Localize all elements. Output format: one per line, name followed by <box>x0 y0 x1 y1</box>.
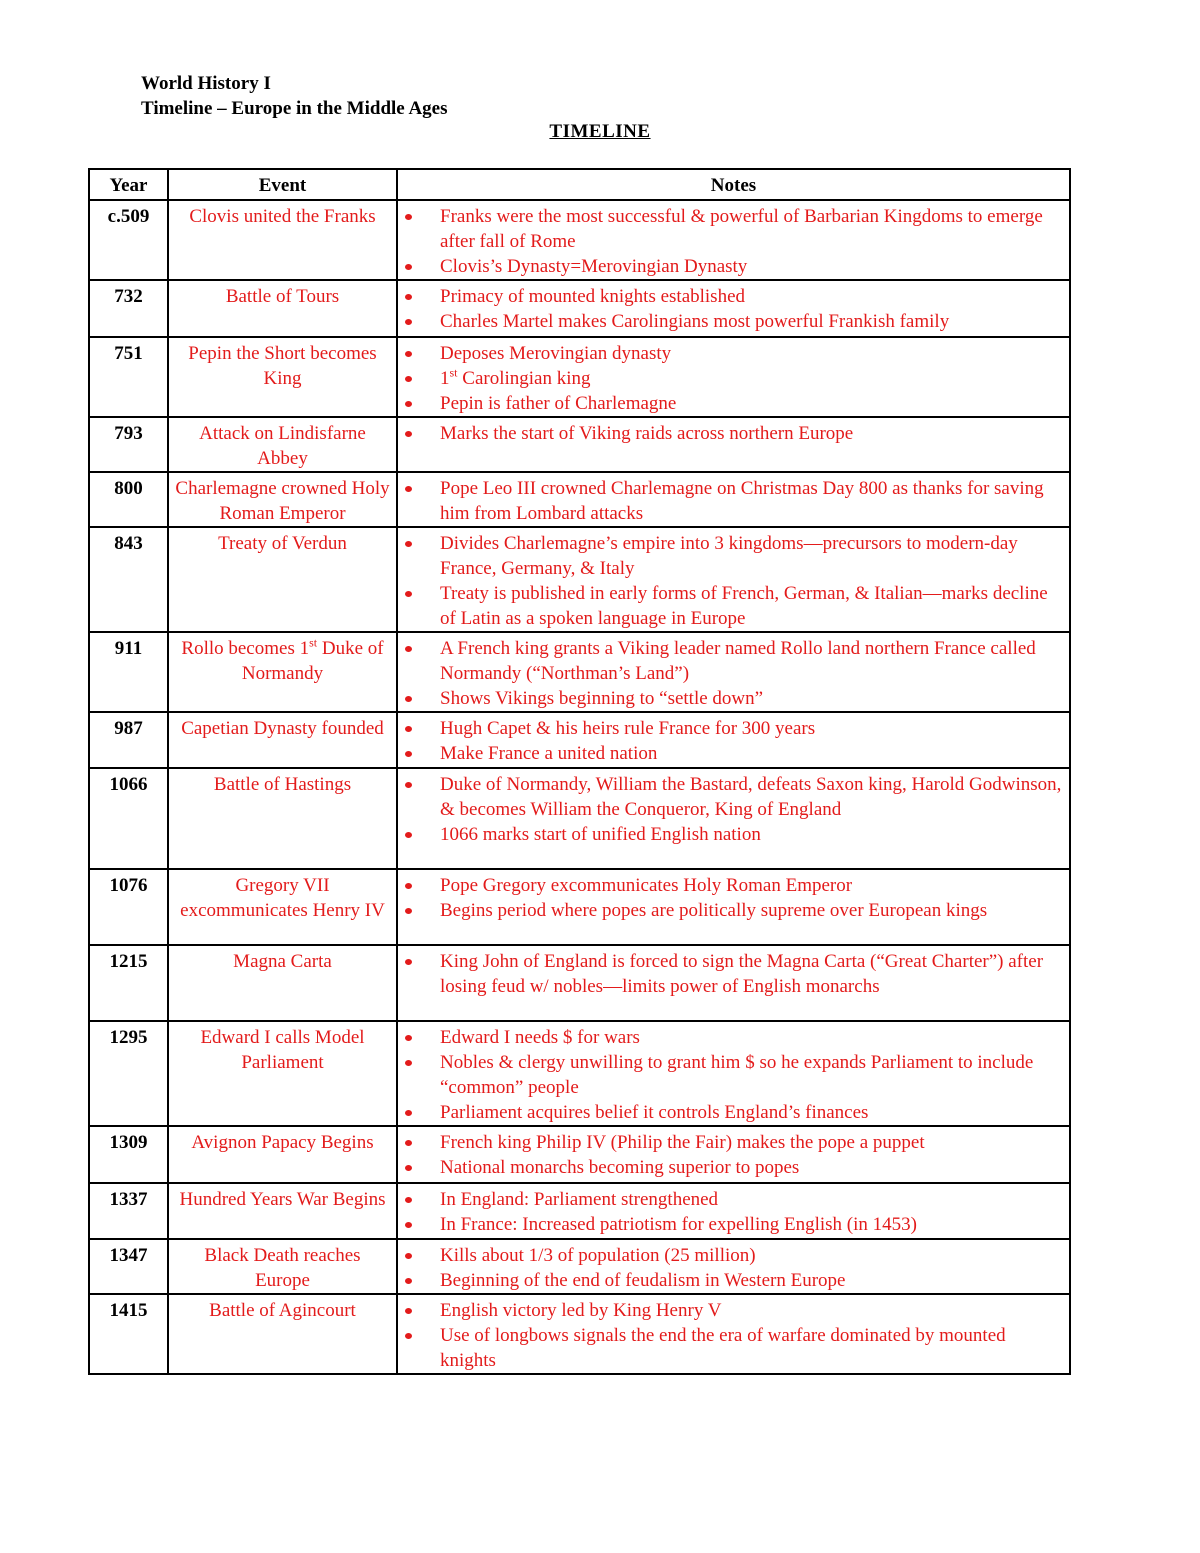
event-cell: Treaty of Verdun <box>168 527 397 632</box>
year-cell: 800 <box>89 472 168 527</box>
page-title: TIMELINE <box>549 121 651 142</box>
notes-list <box>404 421 1063 446</box>
notes-cell <box>397 712 1070 768</box>
notes-list <box>404 476 1063 526</box>
year-cell: 987 <box>89 712 168 768</box>
note-item: Kills about 1/3 of population (25 million) <box>404 1243 1063 1268</box>
year-cell: 751 <box>89 337 168 417</box>
year-cell: 1337 <box>89 1183 168 1239</box>
year-cell: 1295 <box>89 1021 168 1126</box>
year-cell: 911 <box>89 632 168 712</box>
notes-list <box>404 1025 1063 1125</box>
note-item: Deposes Merovingian dynasty <box>404 341 1063 366</box>
notes-cell <box>397 527 1070 632</box>
notes-list <box>404 873 1063 923</box>
notes-list <box>404 772 1063 847</box>
event-cell: Rollo becomes 1st Duke of Normandy <box>168 632 397 712</box>
table-row <box>89 1294 1070 1374</box>
note-item: 1st Carolingian king <box>404 366 1063 391</box>
event-cell: Battle of Tours <box>168 280 397 337</box>
event-cell: Pepin the Short becomes King <box>168 337 397 417</box>
timeline-body <box>89 200 1070 1374</box>
note-item: Pope Leo III crowned Charlemagne on Christmas Day 800 as thanks for saving him from Lombard attacks <box>404 476 1063 526</box>
note-item: A French king grants a Viking leader named Rollo land northern France called Normandy (“Northman’s Land”) <box>404 636 1063 686</box>
notes-cell <box>397 472 1070 527</box>
note-item: Charles Martel makes Carolingians most powerful Frankish family <box>404 309 1063 334</box>
note-item: National monarchs becoming superior to popes <box>404 1155 1063 1180</box>
note-item: King John of England is forced to sign the Magna Carta (“Great Charter”) after losing feud w/ nobles—limits power of English monarchs <box>404 949 1063 999</box>
notes-cell <box>397 200 1070 280</box>
table-row <box>89 1183 1070 1239</box>
table-row <box>89 768 1070 869</box>
notes-cell <box>397 417 1070 472</box>
event-cell: Charlemagne crowned Holy Roman Emperor <box>168 472 397 527</box>
column-header-event: Event <box>168 169 397 200</box>
table-row <box>89 1126 1070 1183</box>
note-item: French king Philip IV (Philip the Fair) makes the pope a puppet <box>404 1130 1063 1155</box>
note-item: Marks the start of Viking raids across northern Europe <box>404 421 1063 446</box>
note-item: Parliament acquires belief it controls England’s finances <box>404 1100 1063 1125</box>
notes-cell <box>397 768 1070 869</box>
note-item: Pope Gregory excommunicates Holy Roman Emperor <box>404 873 1063 898</box>
notes-cell <box>397 1239 1070 1294</box>
notes-cell <box>397 1294 1070 1374</box>
course-title: World History I <box>141 73 271 94</box>
notes-list <box>404 1298 1063 1373</box>
year-cell: 1415 <box>89 1294 168 1374</box>
year-cell: 843 <box>89 527 168 632</box>
notes-cell <box>397 1126 1070 1183</box>
timeline-table <box>88 168 1071 1375</box>
table-row <box>89 945 1070 1021</box>
note-item: 1066 marks start of unified English nation <box>404 822 1063 847</box>
event-cell: Capetian Dynasty founded <box>168 712 397 768</box>
note-item: Make France a united nation <box>404 741 1063 766</box>
event-cell: Battle of Hastings <box>168 768 397 869</box>
note-item: Duke of Normandy, William the Bastard, defeats Saxon king, Harold Godwinson, & becomes William the Conqueror, King of England <box>404 772 1063 822</box>
table-header-row <box>89 169 1070 200</box>
year-cell: 1215 <box>89 945 168 1021</box>
table-row <box>89 417 1070 472</box>
notes-list <box>404 1243 1063 1293</box>
notes-list <box>404 716 1063 766</box>
notes-cell <box>397 869 1070 945</box>
document-subtitle: Timeline – Europe in the Middle Ages <box>141 98 448 119</box>
note-item: Edward I needs $ for wars <box>404 1025 1063 1050</box>
event-cell: Black Death reaches Europe <box>168 1239 397 1294</box>
note-item: Use of longbows signals the end the era of warfare dominated by mounted knights <box>404 1323 1063 1373</box>
note-item: Shows Vikings beginning to “settle down” <box>404 686 1063 711</box>
notes-cell <box>397 337 1070 417</box>
notes-list <box>404 636 1063 711</box>
notes-cell <box>397 280 1070 337</box>
table-row <box>89 337 1070 417</box>
column-header-notes: Notes <box>397 169 1070 200</box>
year-cell: 793 <box>89 417 168 472</box>
year-cell: 1347 <box>89 1239 168 1294</box>
table-row <box>89 712 1070 768</box>
table-row <box>89 527 1070 632</box>
year-cell: 732 <box>89 280 168 337</box>
notes-cell <box>397 632 1070 712</box>
notes-cell <box>397 1021 1070 1126</box>
note-item: Treaty is published in early forms of French, German, & Italian—marks decline of Latin as a spoken language in Europe <box>404 581 1063 631</box>
document-header <box>141 71 448 121</box>
note-item: English victory led by King Henry V <box>404 1298 1063 1323</box>
table-row <box>89 1021 1070 1126</box>
notes-list <box>404 1187 1063 1237</box>
event-cell: Clovis united the Franks <box>168 200 397 280</box>
table-row <box>89 472 1070 527</box>
event-cell: Magna Carta <box>168 945 397 1021</box>
notes-cell <box>397 945 1070 1021</box>
event-cell: Hundred Years War Begins <box>168 1183 397 1239</box>
notes-list <box>404 949 1063 999</box>
event-cell: Edward I calls Model Parliament <box>168 1021 397 1126</box>
year-cell: 1076 <box>89 869 168 945</box>
year-cell: 1309 <box>89 1126 168 1183</box>
notes-list <box>404 1130 1063 1180</box>
note-item: Hugh Capet & his heirs rule France for 300 years <box>404 716 1063 741</box>
table-row <box>89 1239 1070 1294</box>
note-item: Primacy of mounted knights established <box>404 284 1063 309</box>
event-cell: Attack on Lindisfarne Abbey <box>168 417 397 472</box>
event-cell: Avignon Papacy Begins <box>168 1126 397 1183</box>
event-cell: Gregory VII excommunicates Henry IV <box>168 869 397 945</box>
note-item: Divides Charlemagne’s empire into 3 kingdoms—precursors to modern-day France, Germany, & Italy <box>404 531 1063 581</box>
note-item: Nobles & clergy unwilling to grant him $ so he expands Parliament to include “common” people <box>404 1050 1063 1100</box>
notes-list <box>404 531 1063 631</box>
note-item: Franks were the most successful & powerful of Barbarian Kingdoms to emerge after fall of Rome <box>404 204 1063 254</box>
note-item: Clovis’s Dynasty=Merovingian Dynasty <box>404 254 1063 279</box>
notes-list <box>404 341 1063 416</box>
note-item: Beginning of the end of feudalism in Western Europe <box>404 1268 1063 1293</box>
note-item: In France: Increased patriotism for expelling English (in 1453) <box>404 1212 1063 1237</box>
note-item: In England: Parliament strengthened <box>404 1187 1063 1212</box>
notes-cell <box>397 1183 1070 1239</box>
note-item: Begins period where popes are politically supreme over European kings <box>404 898 1063 923</box>
column-header-year: Year <box>89 169 168 200</box>
table-row <box>89 200 1070 280</box>
notes-list <box>404 284 1063 334</box>
event-cell: Battle of Agincourt <box>168 1294 397 1374</box>
notes-list <box>404 204 1063 279</box>
table-row <box>89 280 1070 337</box>
table-row <box>89 869 1070 945</box>
table-row <box>89 632 1070 712</box>
note-item: Pepin is father of Charlemagne <box>404 391 1063 416</box>
year-cell: 1066 <box>89 768 168 869</box>
year-cell: c.509 <box>89 200 168 280</box>
